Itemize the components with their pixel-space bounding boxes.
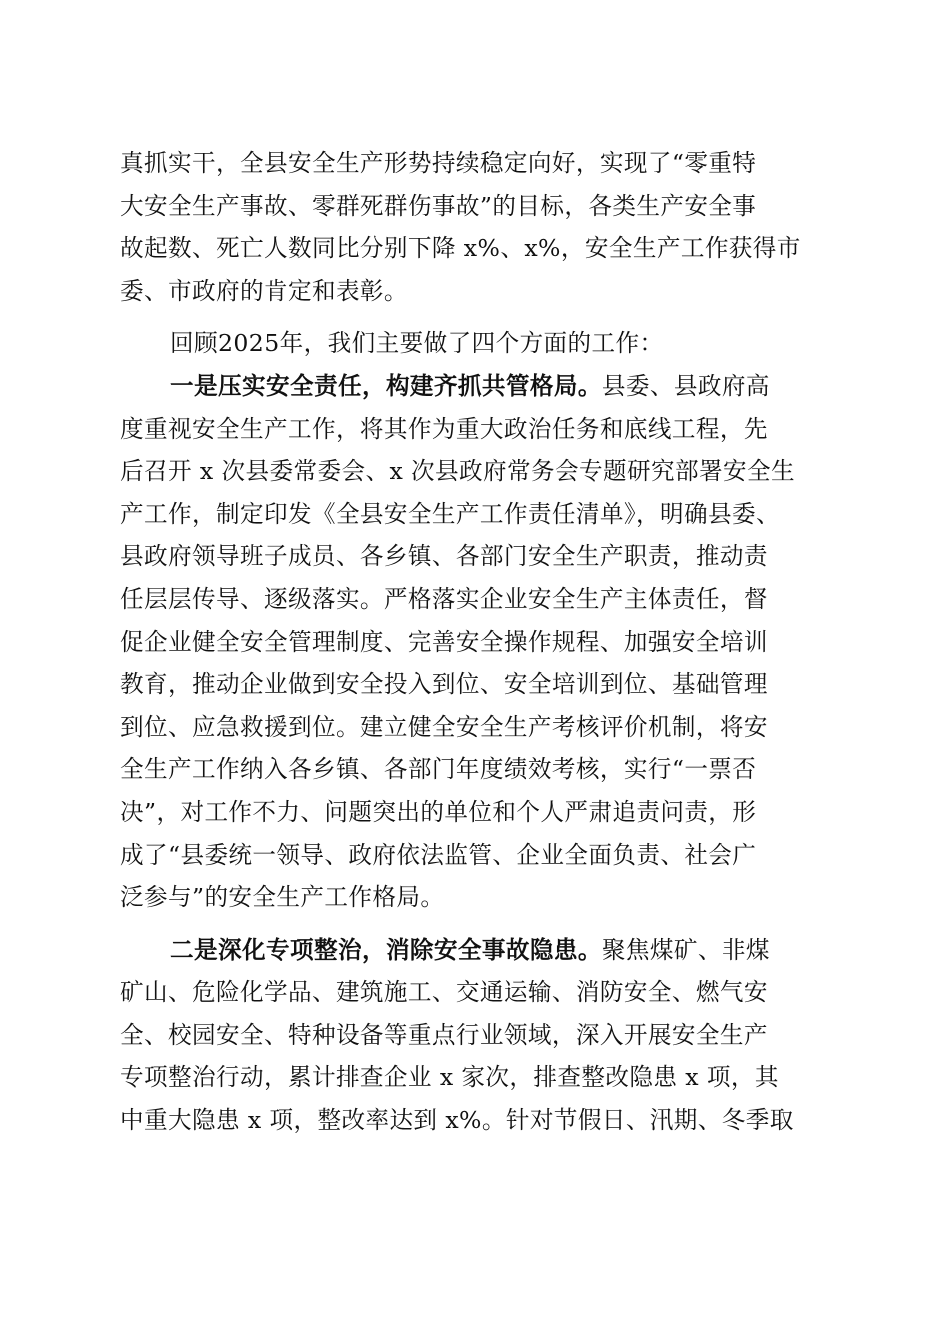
document-body <box>120 142 832 1142</box>
text-span: 县委、县政府高 <box>601 371 770 400</box>
paragraph-responsibility <box>120 365 832 919</box>
text-line <box>120 365 832 408</box>
text-line: 全、校园安全、特种设备等重点行业领域，深入开展安全生产 <box>120 1020 768 1049</box>
text-line: 县政府领导班子成员、各乡镇、各部门安全生产职责，推动责 <box>120 542 768 571</box>
text-line: 促企业健全安全管理制度、完善安全操作规程、加强安全培训 <box>120 627 768 656</box>
paragraph-special-rectification <box>120 929 832 1142</box>
text-line: 泛参与”的安全生产工作格局。 <box>120 883 445 912</box>
text-line: 矿山、危险化学品、建筑施工、交通运输、消防安全、燃气安 <box>120 978 768 1007</box>
text-line: 度重视安全生产工作，将其作为重大政治任务和底线工程，先 <box>120 414 768 443</box>
text-span: 聚焦煤矿、非煤 <box>601 935 770 964</box>
text-line: 产工作，制定印发《全县安全生产工作责任清单》，明确县委、 <box>120 499 781 528</box>
text-line: 教育，推动企业做到安全投入到位、安全培训到位、基础管理 <box>120 670 768 699</box>
text-line: 中重大隐患 x 项，整改率达到 x%。针对节假日、汛期、冬季取 <box>120 1106 794 1135</box>
text-line: 回顾2025年，我们主要做了四个方面的工作： <box>170 329 664 358</box>
text-line: 真抓实干，全县安全生产形势持续稳定向好，实现了“零重特 <box>120 149 757 177</box>
text-line: 到位、应急救援到位。建立健全安全生产考核评价机制，将安 <box>120 712 768 741</box>
text-line: 大安全生产事故、零群死群伤事故”的目标，各类生产安全事 <box>120 191 757 220</box>
text-line <box>120 929 832 972</box>
paragraph-review-intro <box>120 322 832 365</box>
text-line: 任层层传导、逐级落实。严格落实企业安全生产主体责任，督 <box>120 584 768 613</box>
section-heading: 一是压实安全责任，构建齐抓共管格局。 <box>170 371 602 400</box>
text-line: 后召开 x 次县委常委会、x 次县政府常务会专题研究部署安全生 <box>120 457 795 486</box>
section-heading: 二是深化专项整治，消除安全事故隐患。 <box>170 935 602 964</box>
text-line: 成了“县委统一领导、政府依法监管、企业全面负责、社会广 <box>120 840 757 869</box>
text-line: 专项整治行动，累计排查企业 x 家次，排查整改隐患 x 项，其 <box>120 1063 779 1092</box>
paragraph-results <box>120 142 832 312</box>
text-line: 决”，对工作不力、问题突出的单位和个人严肃追责问责，形 <box>120 797 757 826</box>
text-line: 全生产工作纳入各乡镇、各部门年度绩效考核，实行“一票否 <box>120 755 757 784</box>
text-line: 故起数、死亡人数同比分别下降 x%、x%，安全生产工作获得市 <box>120 234 801 263</box>
text-line: 委、市政府的肯定和表彰。 <box>120 276 408 305</box>
